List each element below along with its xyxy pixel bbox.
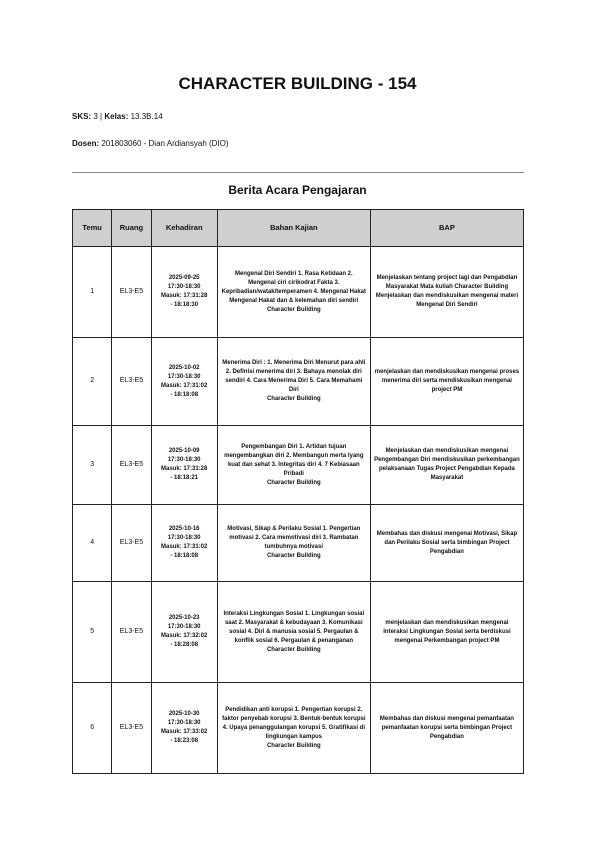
kehadiran-time: 17:30-18:30 (167, 457, 201, 463)
ruang-cell: EL3-E5 (112, 426, 151, 505)
bahan-kajian-cell (217, 505, 370, 582)
kehadiran-time: 17:30-18:30 (167, 373, 201, 380)
sks-label: SKS: (72, 112, 92, 121)
kehadiran-time: 17:30-18:30 (167, 624, 201, 630)
page-title: CHARACTER BUILDING - 154 (178, 74, 417, 93)
course-info-line (72, 112, 163, 121)
kehadiran-cell (151, 338, 217, 426)
temu-cell: 4 (73, 505, 112, 582)
table-row (73, 338, 524, 426)
kehadiran-out: - 18:18:30 (170, 302, 199, 308)
kelas-label: Kelas: (104, 112, 129, 121)
kehadiran-in: Masuk: 17:32:02 (161, 633, 208, 639)
kehadiran-out: - 18:23:08 (170, 738, 199, 744)
bahan-kajian-cell (217, 683, 370, 774)
temu-cell: 5 (73, 582, 112, 683)
column-header-temu: Temu (73, 210, 112, 247)
bahan-kajian-text: Mengenal Diri Sendiri 1. Rasa Ketidaan 2. Mengenal ciri cirikodrat Fakta 3. Kepribadian/watak/temperamen 4. Mengenal Hakat Mengenal Hakat dan & kelemahan diri sendiri (221, 270, 367, 304)
kehadiran-cell (151, 505, 217, 582)
bahan-kajian-course: Character Building (266, 646, 321, 653)
kehadiran-date: 2025-09-25 (168, 275, 200, 281)
kehadiran-cell (151, 683, 217, 774)
kehadiran-out: - 18:18:21 (170, 475, 199, 481)
kehadiran-date: 2025-10-23 (168, 615, 200, 621)
kehadiran-date: 2025-10-16 (168, 526, 200, 532)
bap-table (72, 209, 524, 774)
kehadiran-in: Masuk: 17:31:02 (161, 382, 208, 389)
separator: | (100, 112, 103, 121)
kehadiran-date: 2025-10-30 (168, 711, 200, 717)
kehadiran-in: Masuk: 17:31:28 (161, 466, 208, 472)
ruang-cell: EL3-E5 (112, 683, 151, 774)
column-header-kehadiran: Kehadiran (151, 210, 217, 247)
bap-cell: Membahas dan diskusi mengenai pemanfaatan pemanfaatan korupsi serta bimbingan Project Pengabdian (370, 683, 523, 774)
bap-cell: Membahas dan diskusi mengenai Motivasi, Sikap dan Perilaku Sosial serta bimbingan Project Pengabdian (370, 505, 523, 582)
column-header-bahan-kajian: Bahan Kajian (217, 210, 370, 247)
bahan-kajian-text: Interaksi Lingkungan Sosial 1. Lingkungan sosial saat 2. Masyarakat & kebudayaan 3. Komunikasi sosial 4. Diri & manusia sosial 5. Pergaulan & konflik sosial 6. Pergaulan & penanganan (223, 610, 365, 644)
kehadiran-in: Masuk: 17:31:28 (161, 293, 208, 299)
kehadiran-date: 2025-10-09 (168, 448, 200, 454)
bahan-kajian-course: Character Building (266, 553, 321, 559)
dosen-value: 201803060 - Dian Ardiansyah (DIO) (101, 139, 229, 148)
temu-cell: 6 (73, 683, 112, 774)
bap-cell: Menjelaskan dan mendiskusikan mengenai Pengembangan Diri mendiskusikan perkembangan pelaksanaan Tugas Project Pengabdian Kepada Masyarakat (370, 426, 523, 505)
table-row (73, 582, 524, 683)
ruang-cell: EL3-E5 (112, 247, 151, 338)
table-row (73, 247, 524, 338)
section-title: Berita Acara Pengajaran (228, 183, 367, 197)
bahan-kajian-course: Character Building (266, 306, 321, 313)
kehadiran-time: 17:30-18:30 (167, 535, 201, 541)
kehadiran-out: - 18:18:08 (170, 391, 199, 398)
kehadiran-in: Masuk: 17:31:02 (161, 544, 208, 550)
bap-cell: menjelaskan dan mendiskusikan mengenai Interaksi Lingkungan Sosial serta berdiskusi mengenai Perkembangan project PM (370, 582, 523, 683)
kehadiran-date: 2025-10-02 (168, 364, 200, 371)
kelas-value: 13.3B.14 (130, 112, 163, 121)
bahan-kajian-course: Character Building (266, 742, 321, 749)
temu-cell: 1 (73, 247, 112, 338)
bahan-kajian-course: Character Building (266, 479, 321, 486)
divider (72, 172, 524, 173)
bahan-kajian-text: Pengembangan Diri 1. Artidan tujuan mengembangkan diri 2. Membangun merta lyang kuat dan sehat 3. Integritas diri 4. 7 Kebiasaan Pribadi (224, 443, 364, 477)
ruang-cell: EL3-E5 (112, 505, 151, 582)
dosen-label: Dosen: (72, 139, 100, 148)
temu-cell: 2 (73, 338, 112, 426)
bap-cell: menjelaskan dan mendiskusikan mengenai proses menerima diri serta mendiskusikan mengenai project PM (370, 338, 523, 426)
kehadiran-in: Masuk: 17:33:02 (161, 729, 208, 735)
table-row (73, 683, 524, 774)
bahan-kajian-text: Pendidikan anti korupsi 1. Pengertian korupsi 2. faktor penyebab korupsi 3. Bentuk-bentuk korupsi 4. Upaya penanggulangan korupsi 5. Gratifikasi di lingkungan kampus (222, 706, 366, 740)
bahan-kajian-text: Menerima Diri : 1. Menerima Diri Menurut para ahli 2. Definisi menerima diri 3. Bahaya menolak diri sendiri 4. Cara Menerima Diri 5. Cara Memahami Diri (222, 360, 366, 393)
column-header-bap: BAP (370, 210, 523, 247)
kehadiran-out: - 18:18:08 (170, 553, 199, 559)
bahan-kajian-text: Motivasi, Sikap & Perilaku Sosial 1. Pengertian motivasi 2. Cara memotivasi diri 3. Rambatan tumbuhnya motivasi (227, 526, 361, 550)
bahan-kajian-cell (217, 247, 370, 338)
bap-cell: Menjelaskan tentang project lagi dan Pengabdian Masyarakat Mata kuliah Character Building Menjelaskan dan mendiskusikan mengenai materi Mengenal Diri Sendiri (370, 247, 523, 338)
table-header-row (73, 210, 524, 247)
kehadiran-cell (151, 247, 217, 338)
kehadiran-out: - 18:28:08 (170, 642, 199, 648)
kehadiran-time: 17:30-18:30 (167, 284, 201, 290)
table-row (73, 505, 524, 582)
bahan-kajian-cell (217, 426, 370, 505)
ruang-cell: EL3-E5 (112, 338, 151, 426)
bahan-kajian-cell (217, 338, 370, 426)
sks-value: 3 (93, 112, 98, 121)
temu-cell: 3 (73, 426, 112, 505)
column-header-ruang: Ruang (112, 210, 151, 247)
kehadiran-cell (151, 582, 217, 683)
lecturer-info-line (72, 139, 229, 148)
bahan-kajian-course: Character Building (266, 396, 321, 402)
table-row (73, 426, 524, 505)
bahan-kajian-cell (217, 582, 370, 683)
kehadiran-cell (151, 426, 217, 505)
kehadiran-time: 17:30-18:30 (167, 720, 201, 726)
ruang-cell: EL3-E5 (112, 582, 151, 683)
